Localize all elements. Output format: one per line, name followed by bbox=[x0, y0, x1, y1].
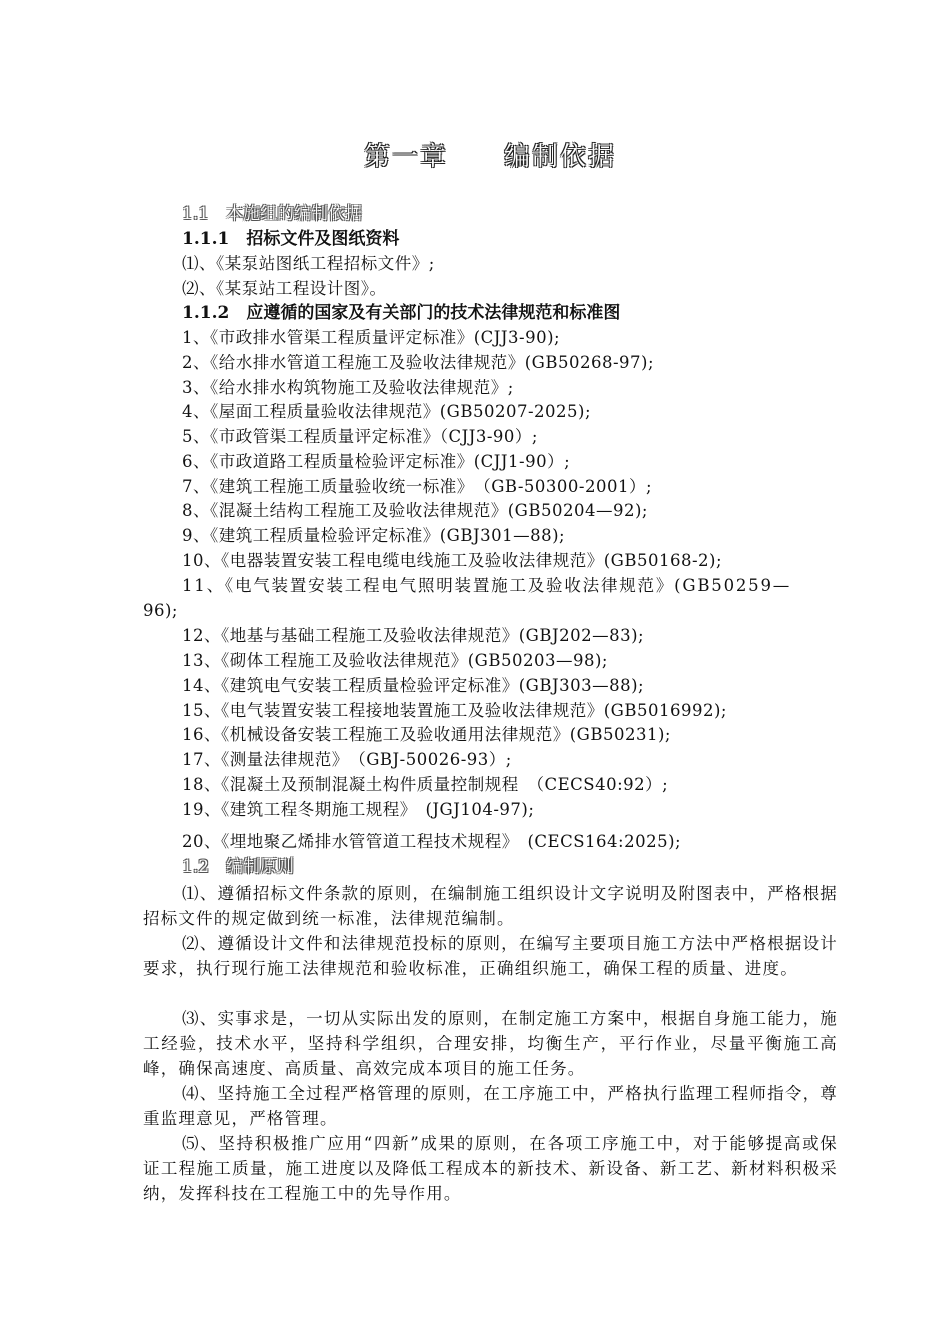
standard-item: 5、《市政管渠工程质量评定标准》（CJJ3-90）; bbox=[182, 427, 538, 446]
standard-item: 16、《机械设备安装工程施工及验收通用法律规范》(GB50231); bbox=[182, 725, 671, 744]
standard-item: 7、《建筑工程施工质量验收统一标准》 （GB-50300-2001）; bbox=[182, 477, 653, 496]
standard-item: 12、《地基与基础工程施工及验收法律规范》(GBJ202—83); bbox=[182, 626, 645, 645]
standard-item: 1、《市政排水管渠工程质量评定标准》(CJJ3-90); bbox=[182, 328, 561, 347]
principle-paragraph: ⑷、坚持施工全过程严格管理的原则，在工序施工中，严格执行监理工程师指令，尊重监理意见，严格管理。 bbox=[143, 1084, 838, 1128]
principle-paragraph: ⑶、实事求是，一切从实际出发的原则，在制定施工方案中，根据自身施工能力，施工经验，技术水平，坚持科学组织，合理安排，均衡生产，平行作业，尽量平衡施工高峰，确保高速度、高质量、高效完成本项目的施工任务。 bbox=[143, 1009, 838, 1078]
principle-paragraph: ⑸、坚持积极推广应用“四新”成果的原则，在各项工序施工中，对于能够提高或保证工程施工质量，施工进度以及降低工程成本的新技术、新设备、新工艺、新材料积极采纳，发挥科技在工程施工中的先导作用。 bbox=[143, 1134, 838, 1203]
standard-item: 15、《电气装置安装工程接地装置施工及验收法律规范》(GB5016992); bbox=[182, 701, 727, 720]
subsection-heading-1-1-1: 1.1.1 招标文件及图纸资料 bbox=[182, 229, 400, 249]
chapter-number: 第一章 bbox=[363, 142, 448, 172]
section-heading-1-1: 1.1 本施组的编制依据 bbox=[182, 204, 363, 224]
standard-item: 11、《电气装置安装工程电气照明装置施工及验收法律规范》(GB50259— bbox=[182, 576, 792, 595]
subsection-heading-1-1-2: 1.1.2 应遵循的国家及有关部门的技术法律规范和标准图 bbox=[182, 303, 621, 323]
standard-item: 17、《测量法律规范》 （GBJ-50026-93）; bbox=[182, 750, 512, 769]
standard-item: 10、《电器装置安装工程电缆电线施工及验收法律规范》(GB50168-2); bbox=[182, 551, 723, 570]
standard-item: 6、《市政道路工程质量检验评定标准》(CJJ1-90）; bbox=[182, 452, 571, 471]
standard-item: 8、《混凝土结构工程施工及验收法律规范》(GB50204—92); bbox=[182, 501, 648, 520]
standard-item: 18、《混凝土及预制混凝土构件质量控制规程 （CECS40:92）; bbox=[182, 775, 669, 794]
doc-item: ⑴、《某泵站图纸工程招标文件》; bbox=[182, 254, 435, 273]
principle-paragraph: ⑵、遵循设计文件和法律规范投标的原则，在编写主要项目施工方法中严格根据设计要求，执行现行施工法律规范和验收标准，正确组织施工，确保工程的质量、进度。 bbox=[143, 934, 838, 978]
standard-item: 14、《建筑电气安装工程质量检验评定标准》(GBJ303—88); bbox=[182, 676, 645, 695]
standard-item: 3、《给水排水构筑物施工及验收法律规范》; bbox=[182, 378, 514, 397]
standard-item: 13、《砌体工程施工及验收法律规范》(GB50203—98); bbox=[182, 651, 608, 670]
chapter-name: 编制依据 bbox=[504, 142, 617, 172]
standard-item: 4、《屋面工程质量验收法律规范》(GB50207-2025); bbox=[182, 402, 592, 421]
section-heading-1-2: 1.2 编制原则 bbox=[182, 857, 295, 877]
standard-item: 2、《给水排水管道工程施工及验收法律规范》(GB50268-97); bbox=[182, 353, 655, 372]
standard-item: 19、《建筑工程冬期施工规程》 (JGJ104-97); bbox=[182, 800, 535, 819]
principle-paragraph: ⑴、遵循招标文件条款的原则，在编制施工组织设计文字说明及附图表中，严格根据招标文件的规定做到统一标准，法律规范编制。 bbox=[143, 884, 838, 928]
doc-item: ⑵、《某泵站工程设计图》。 bbox=[182, 279, 387, 298]
standard-item: 20、《埋地聚乙烯排水管管道工程技术规程》 (CECS164:2025); bbox=[182, 832, 682, 851]
chapter-title bbox=[0, 136, 950, 173]
standard-item: 9、《建筑工程质量检验评定标准》(GBJ301—88); bbox=[182, 526, 566, 545]
standard-item-continuation: 96); bbox=[143, 601, 178, 620]
